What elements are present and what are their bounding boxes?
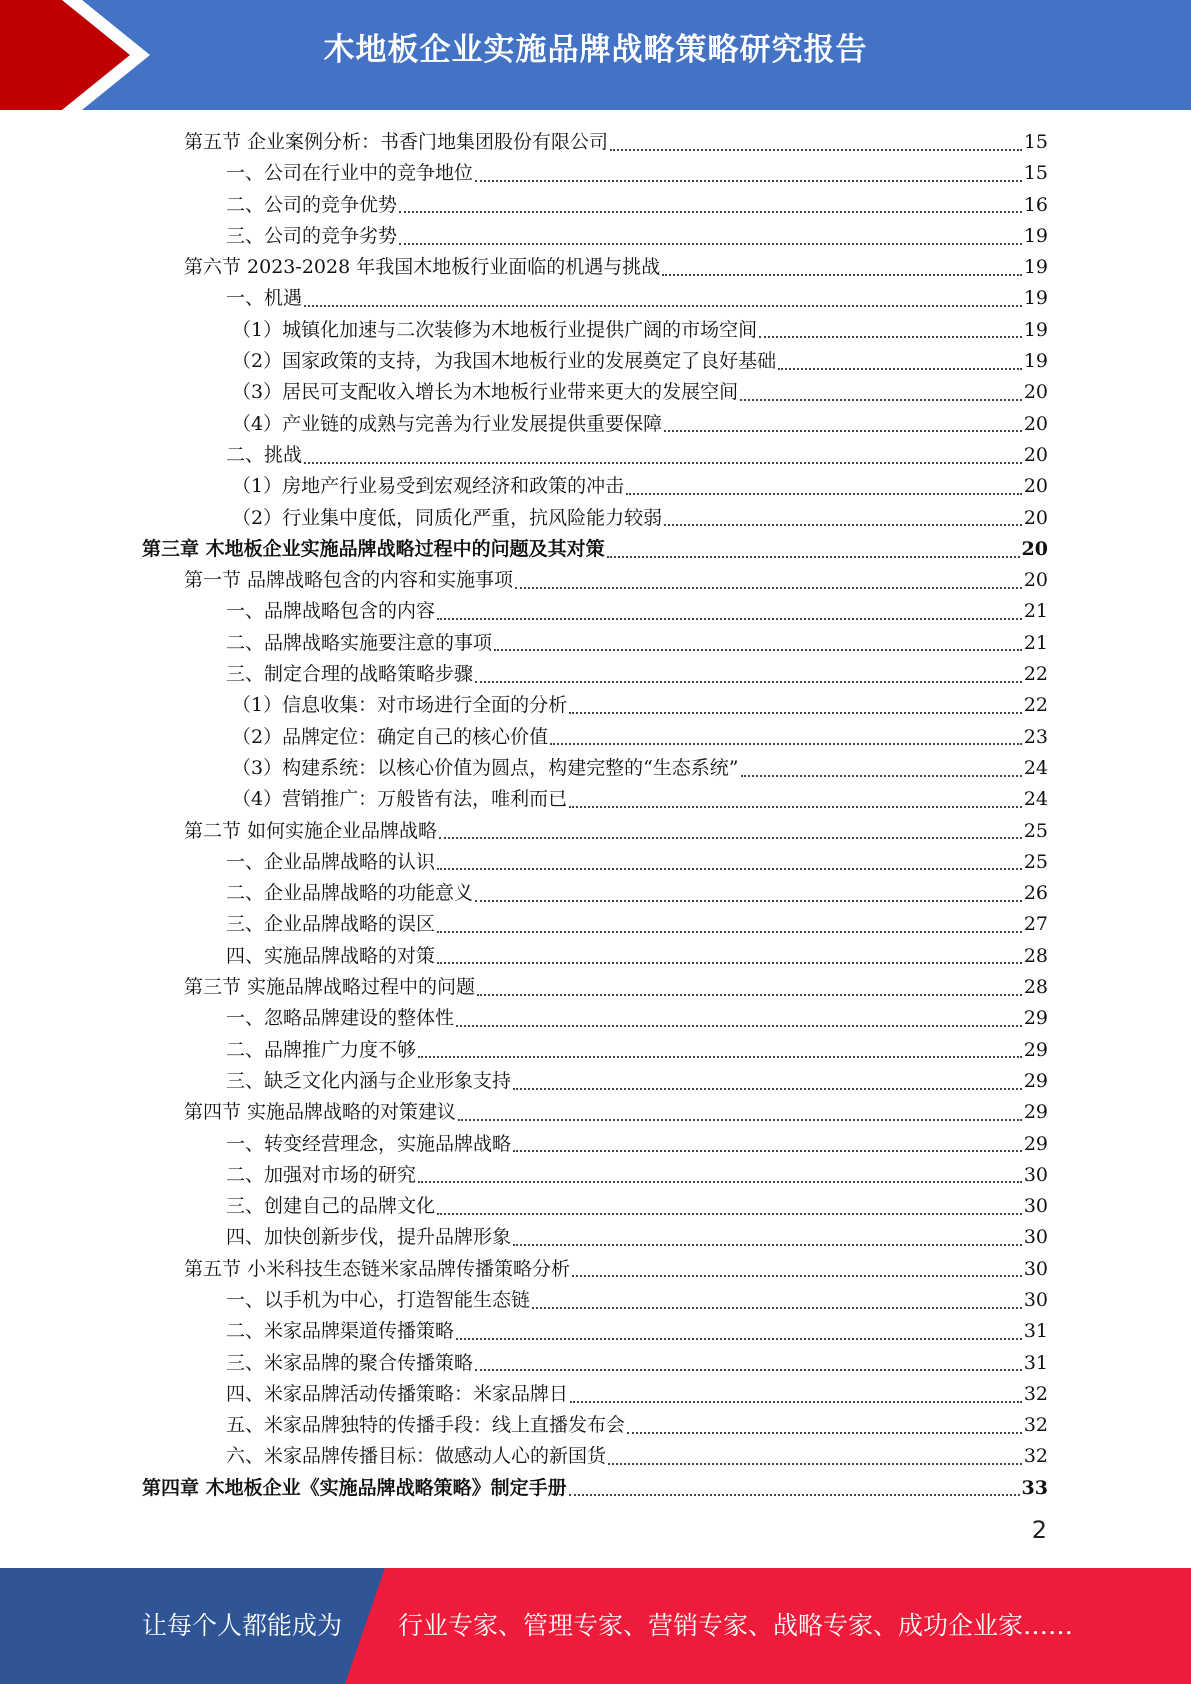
- toc-entry[interactable]: [142, 1066, 1048, 1097]
- toc-entry[interactable]: [142, 190, 1048, 221]
- toc-entry-title: 四、米家品牌活动传播策略：米家品牌日: [226, 1382, 569, 1405]
- toc-leader-dots: [740, 399, 1022, 401]
- toc-entry-page: 29: [1023, 1038, 1048, 1061]
- toc-entry-page: 22: [1023, 694, 1048, 717]
- toc-entry-page: 23: [1023, 725, 1048, 748]
- toc-leader-dots: [477, 994, 1022, 996]
- toc-entry-title: 三、制定合理的战略策略步骤: [226, 663, 474, 686]
- toc-entry-title: 一、机遇: [226, 287, 303, 310]
- toc-entry-title: 三、企业品牌战略的误区: [226, 913, 436, 936]
- toc-entry-page: 30: [1023, 1288, 1048, 1311]
- toc-entry[interactable]: [142, 878, 1048, 909]
- toc-entry-page: 22: [1023, 663, 1048, 686]
- toc-entry[interactable]: [142, 346, 1048, 377]
- toc-entry-page: 19: [1023, 287, 1048, 310]
- toc-entry-title: （1）信息收集：对市场进行全面的分析: [232, 694, 568, 717]
- toc-entry-page: 28: [1023, 976, 1048, 999]
- document-title: 木地板企业实施品牌战略策略研究报告: [323, 32, 868, 68]
- toc-entry[interactable]: [142, 1473, 1048, 1504]
- toc-entry-title: 一、企业品牌战略的认识: [226, 850, 436, 873]
- toc-entry[interactable]: [142, 1379, 1048, 1410]
- toc-entry-title: 第四节 实施品牌战略的对策建议: [184, 1101, 457, 1124]
- toc-entry-page: 16: [1023, 193, 1048, 216]
- toc-entry-page: 15: [1023, 131, 1048, 153]
- toc-entry-title: 一、转变经营理念，实施品牌战略: [226, 1132, 512, 1155]
- toc-entry-page: 20: [1023, 506, 1048, 529]
- toc-leader-dots: [399, 211, 1022, 213]
- toc-leader-dots: [759, 336, 1022, 338]
- toc-entry-title: 三、米家品牌的聚合传播策略: [226, 1351, 474, 1374]
- toc-entry[interactable]: [142, 1222, 1048, 1253]
- toc-entry[interactable]: [142, 377, 1048, 408]
- toc-leader-dots: [437, 868, 1022, 870]
- toc-entry-page: 19: [1023, 318, 1048, 341]
- toc-entry-title: 第四章 木地板企业《实施品牌战略策略》制定手册: [142, 1476, 567, 1499]
- toc-entry[interactable]: [142, 784, 1048, 815]
- toc-entry[interactable]: [142, 722, 1048, 753]
- toc-entry-title: 第六节 2023-2028 年我国木地板行业面临的机遇与挑战: [184, 256, 661, 279]
- toc-leader-dots: [437, 931, 1022, 933]
- toc-entry-title: 第二节 如何实施企业品牌战略: [184, 819, 438, 842]
- toc-leader-dots: [741, 775, 1022, 777]
- toc-leader-dots: [304, 462, 1022, 464]
- toc-entry-page: 24: [1023, 788, 1048, 811]
- toc-entry-page: 29: [1023, 1132, 1048, 1155]
- toc-entry-title: 二、米家品牌渠道传播策略: [226, 1320, 455, 1343]
- toc-leader-dots: [494, 649, 1022, 651]
- toc-leader-dots: [418, 1056, 1022, 1058]
- toc-entry[interactable]: [142, 503, 1048, 534]
- toc-leader-dots: [439, 837, 1022, 839]
- toc-entry-title: 四、实施品牌战略的对策: [226, 944, 436, 967]
- toc-entry[interactable]: [142, 972, 1048, 1003]
- toc-entry-title: 一、以手机为中心，打造智能生态链: [226, 1288, 531, 1311]
- toc-entry-title: 第五节 企业案例分析：书香门地集团股份有限公司: [184, 131, 609, 153]
- toc-leader-dots: [627, 1432, 1022, 1434]
- toc-entry-title: （1）城镇化加速与二次装修为木地板行业提供广阔的市场空间: [232, 318, 758, 341]
- footer-slogan-left: 让每个人都能成为: [142, 1611, 343, 1640]
- toc-entry-title: （2）品牌定位：确定自己的核心价值: [232, 725, 549, 748]
- toc-entry-title: 三、创建自己的品牌文化: [226, 1195, 436, 1218]
- toc-entry-title: 第五节 小米科技生态链米家品牌传播策略分析: [184, 1257, 571, 1280]
- toc-entry[interactable]: [142, 753, 1048, 784]
- toc-entry-page: 30: [1023, 1195, 1048, 1218]
- toc-entry-title: 二、公司的竞争优势: [226, 193, 398, 216]
- toc-leader-dots: [475, 1369, 1022, 1371]
- toc-entry-title: 二、企业品牌战略的功能意义: [226, 882, 474, 905]
- toc-entry-title: 二、挑战: [226, 443, 303, 466]
- toc-entry-title: 第一节 品牌战略包含的内容和实施事项: [184, 569, 514, 592]
- toc-entry[interactable]: [142, 158, 1048, 189]
- toc-entry[interactable]: [142, 816, 1048, 847]
- toc-entry[interactable]: [142, 1410, 1048, 1441]
- toc-entry[interactable]: [142, 1285, 1048, 1316]
- toc-entry-title: 三、缺乏文化内涵与企业形象支持: [226, 1069, 512, 1092]
- toc-leader-dots: [608, 1463, 1022, 1465]
- toc-entry[interactable]: [142, 690, 1048, 721]
- toc-entry-page: 27: [1023, 913, 1048, 936]
- toc-entry[interactable]: [142, 471, 1048, 502]
- toc-entry-title: （2）行业集中度低，同质化严重，抗风险能力较弱: [232, 506, 663, 529]
- toc-entry-page: 20: [1023, 443, 1048, 466]
- page-header: [0, 0, 1191, 110]
- toc-entry-page: 25: [1023, 819, 1048, 842]
- toc-entry-page: 32: [1023, 1414, 1048, 1437]
- toc-leader-dots: [458, 1119, 1022, 1121]
- toc-entry[interactable]: [142, 847, 1048, 878]
- toc-entry-title: （4）产业链的成熟与完善为行业发展提供重要保障: [232, 412, 663, 435]
- toc-leader-dots: [569, 806, 1022, 808]
- toc-entry-page: 29: [1023, 1007, 1048, 1030]
- toc-entry[interactable]: [142, 534, 1048, 565]
- toc-entry[interactable]: [142, 1191, 1048, 1222]
- toc-leader-dots: [456, 1025, 1022, 1027]
- toc-leader-dots: [456, 1338, 1022, 1340]
- page-footer: [0, 1568, 1191, 1684]
- toc-entry-page: 29: [1023, 1101, 1048, 1124]
- toc-leader-dots: [399, 243, 1022, 245]
- toc-entry-page: 15: [1023, 162, 1048, 185]
- toc-entry[interactable]: [142, 409, 1048, 440]
- toc-leader-dots: [662, 274, 1022, 276]
- toc-entry-title: 四、加快创新步伐，提升品牌形象: [226, 1226, 512, 1249]
- toc-leader-dots: [550, 743, 1022, 745]
- toc-entry-title: 五、米家品牌独特的传播手段：线上直播发布会: [226, 1414, 626, 1437]
- toc-leader-dots: [475, 180, 1022, 182]
- toc-entry[interactable]: [142, 1160, 1048, 1191]
- toc-leader-dots: [572, 1275, 1022, 1277]
- toc-entry[interactable]: [142, 596, 1048, 627]
- toc-entry-page: 20: [1023, 569, 1048, 592]
- toc-leader-dots: [569, 712, 1022, 714]
- toc-entry-page: 20: [1023, 475, 1048, 498]
- toc-leader-dots: [569, 1494, 1020, 1496]
- toc-entry-page: 19: [1023, 350, 1048, 373]
- toc-entry-title: 三、公司的竞争劣势: [226, 224, 398, 247]
- toc-entry-page: 19: [1023, 224, 1048, 247]
- toc-leader-dots: [304, 305, 1022, 307]
- toc-leader-dots: [532, 1307, 1022, 1309]
- toc-entry-page: 21: [1023, 600, 1048, 623]
- toc-entry[interactable]: [142, 1316, 1048, 1347]
- toc-entry-page: 28: [1023, 944, 1048, 967]
- toc-entry[interactable]: [142, 565, 1048, 596]
- toc-entry[interactable]: [142, 283, 1048, 314]
- toc-entry-title: 二、品牌战略实施要注意的事项: [226, 631, 493, 654]
- toc-leader-dots: [515, 587, 1022, 589]
- toc-entry-title: 一、品牌战略包含的内容: [226, 600, 436, 623]
- toc-entry[interactable]: [142, 1441, 1048, 1472]
- toc-entry[interactable]: [142, 1254, 1048, 1285]
- toc-leader-dots: [418, 1181, 1022, 1183]
- toc-entry-page: 19: [1023, 256, 1048, 279]
- toc-entry-page: 33: [1021, 1476, 1048, 1499]
- toc-leader-dots: [607, 556, 1020, 558]
- toc-leader-dots: [570, 1401, 1022, 1403]
- toc-leader-dots: [513, 1244, 1022, 1246]
- toc-leader-dots: [475, 900, 1022, 902]
- toc-leader-dots: [626, 493, 1022, 495]
- toc-entry[interactable]: [142, 1097, 1048, 1128]
- toc-entry[interactable]: [142, 909, 1048, 940]
- toc-entry-page: 20: [1021, 537, 1048, 560]
- toc-entry-page: 30: [1023, 1226, 1048, 1249]
- toc-leader-dots: [664, 430, 1022, 432]
- toc-entry[interactable]: [142, 1035, 1048, 1066]
- toc-entry-page: 32: [1023, 1382, 1048, 1405]
- toc-entry-title: （3）居民可支配收入增长为木地板行业带来更大的发展空间: [232, 381, 739, 404]
- toc-entry-title: （4）营销推广：万般皆有法，唯利而已: [232, 788, 568, 811]
- toc-entry-page: 24: [1023, 756, 1048, 779]
- toc-entry-title: 第三章 木地板企业实施品牌战略过程中的问题及其对策: [142, 537, 605, 560]
- toc-leader-dots: [475, 681, 1022, 683]
- toc-entry-page: 25: [1023, 850, 1048, 873]
- toc-entry-page: 30: [1023, 1163, 1048, 1186]
- toc-entry-title: 第三节 实施品牌战略过程中的问题: [184, 976, 476, 999]
- toc-entry[interactable]: [142, 440, 1048, 471]
- toc-entry-title: 一、公司在行业中的竞争地位: [226, 162, 474, 185]
- toc-leader-dots: [610, 149, 1022, 151]
- toc-leader-dots: [664, 524, 1022, 526]
- toc-entry-title: （2）国家政策的支持，为我国木地板行业的发展奠定了良好基础: [232, 350, 777, 373]
- toc-entry[interactable]: [142, 315, 1048, 346]
- toc-entry-page: 31: [1023, 1320, 1048, 1343]
- toc-entry-page: 20: [1023, 412, 1048, 435]
- toc-leader-dots: [437, 618, 1022, 620]
- toc-entry-title: 二、品牌推广力度不够: [226, 1038, 417, 1061]
- toc-entry-page: 26: [1023, 882, 1048, 905]
- toc-entry[interactable]: [142, 941, 1048, 972]
- toc-entry-title: 二、加强对市场的研究: [226, 1163, 417, 1186]
- toc-entry[interactable]: [142, 252, 1048, 283]
- toc-entry-page: 31: [1023, 1351, 1048, 1374]
- toc-entry[interactable]: [142, 221, 1048, 252]
- toc-entry[interactable]: [142, 1129, 1048, 1160]
- toc-entry-title: （1）房地产行业易受到宏观经济和政策的冲击: [232, 475, 625, 498]
- toc-entry-title: 六、米家品牌传播目标：做感动人心的新国货: [226, 1445, 607, 1468]
- toc-entry-page: 20: [1023, 381, 1048, 404]
- toc-entry-title: 一、忽略品牌建设的整体性: [226, 1007, 455, 1030]
- page-number: 2: [1031, 1516, 1047, 1544]
- toc-entry-page: 30: [1023, 1257, 1048, 1280]
- toc-leader-dots: [513, 1088, 1022, 1090]
- toc-leader-dots: [437, 962, 1022, 964]
- table-of-contents: [142, 127, 1048, 1504]
- toc-entry-page: 21: [1023, 631, 1048, 654]
- toc-entry[interactable]: [142, 1003, 1048, 1034]
- toc-entry[interactable]: [142, 628, 1048, 659]
- toc-entry-page: 29: [1023, 1069, 1048, 1092]
- toc-leader-dots: [778, 368, 1022, 370]
- toc-leader-dots: [513, 1150, 1022, 1152]
- toc-entry-page: 32: [1023, 1445, 1048, 1468]
- toc-entry[interactable]: [142, 1348, 1048, 1379]
- footer-slogan-right: 行业专家、管理专家、营销专家、战略专家、成功企业家……: [398, 1611, 1074, 1640]
- toc-leader-dots: [437, 1213, 1022, 1215]
- toc-entry[interactable]: [142, 127, 1048, 158]
- toc-entry[interactable]: [142, 659, 1048, 690]
- toc-entry-title: （3）构建系统：以核心价值为圆点，构建完整的“生态系统”: [232, 756, 739, 779]
